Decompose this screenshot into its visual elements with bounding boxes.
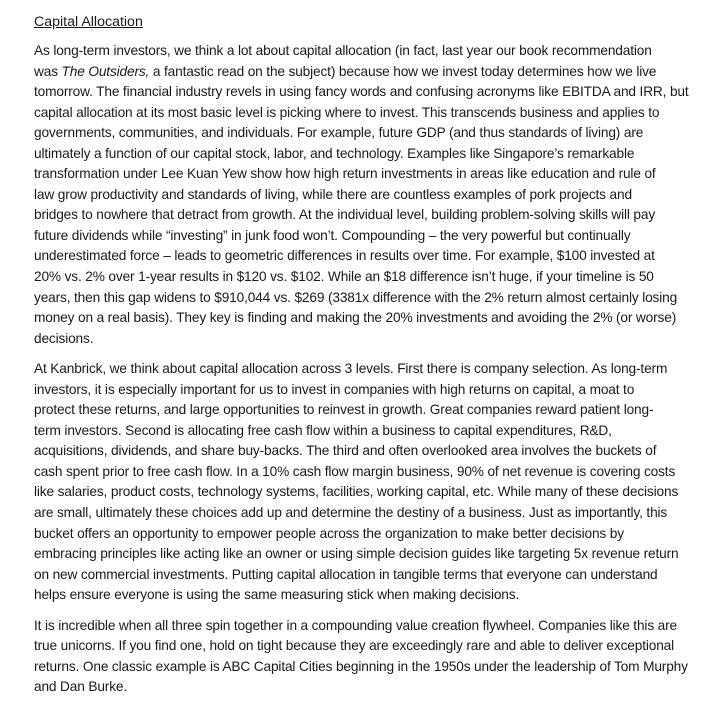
text-line [34, 62, 714, 83]
text-line: As long-term investors, we think a lot about capital allocation (in fact, last year our book recommendation [34, 43, 652, 58]
text-line: bridges to nowhere that detract from growth. At the individual level, building problem-solving skills will pay [34, 207, 656, 223]
text-line: governments, communities, and individuals. For example, future GDP (and thus standards of living) are [34, 125, 644, 141]
text-line: ultimately a function of our capital stock, labor, and technology. Examples like Singapore’s remarkable [34, 145, 635, 161]
text-line: are small, ultimately these choices add up and determine the destiny of a business. Just as importantly, this [34, 505, 668, 521]
text-line: term investors. Second is allocating free cash flow within a business to capital expenditures, R&D, [34, 422, 612, 438]
text-line: returns. One classic example is ABC Capital Cities beginning in the 1950s under the leadership of Tom Murphy [34, 658, 688, 674]
text-line: tomorrow. The financial industry revels in using fancy words and confusing acronyms like EBITDA and IRR, but [34, 84, 689, 100]
text-line: embracing principles like acting like an owner or using simple decision guides like targeting 5x revenue return [34, 546, 679, 562]
text-line: on new commercial investments. Putting capital allocation in tangible terms that everyone can understand [34, 566, 658, 582]
paragraph-3 [34, 616, 714, 698]
text-line: cash spent prior to free cash flow. In a 10% cash flow margin business, 90% of net revenue is covering costs [34, 463, 676, 479]
text-line: 20% vs. 2% over 1-year results in $120 vs. $102. While an $18 difference isn’t huge, if your timeline is 50 [34, 269, 654, 285]
text-line: future dividends while “investing” in junk food won’t. Compounding – the very powerful but continually [34, 227, 631, 243]
document-page [34, 12, 714, 708]
text-line: and Dan Burke. [34, 679, 128, 695]
text-line: money on a real basis). They key is finding and making the 20% investments and avoiding the 2% (or worse) [34, 310, 677, 326]
text-run: was [34, 63, 62, 79]
text-line: helps ensure everyone is using the same measuring stick when making decisions. [34, 587, 520, 603]
text-line: underestimated force – leads to geometric differences in results over time. For example, $100 invested at [34, 248, 655, 264]
text-line: acquisitions, dividends, and share buy-backs. The third and often overlooked area involves the buckets of [34, 443, 657, 459]
text-line: protect these returns, and large opportunities to reinvest in growth. Great companies reward patient long- [34, 402, 654, 418]
text-line: true unicorns. If you find one, hold on tight because they are exceedingly rare and able to deliver exceptional [34, 638, 675, 654]
text-line: At Kanbrick, we think about capital allocation across 3 levels. First there is company selection. As long-term [34, 361, 668, 377]
text-run: a fantastic read on the subject) because how we invest today determines how we live [149, 63, 657, 79]
book-title: The Outsiders, [61, 63, 150, 79]
section-heading: Capital Allocation [34, 14, 143, 30]
text-line: law grow productivity and standards of living, while there are countless examples of pork projects and [34, 186, 632, 202]
text-line: investors, it is especially important for us to invest in companies with high returns on capital, a moat to [34, 381, 635, 397]
text-line: like salaries, product costs, technology systems, facilities, working capital, etc. While many of these decisions [34, 484, 679, 500]
text-line: bucket offers an opportunity to empower people across the organization to make better decisions by [34, 525, 624, 541]
body-text [34, 41, 714, 698]
paragraph-2 [34, 359, 714, 606]
paragraph-1 [34, 41, 714, 349]
text-line: It is incredible when all three spin together in a compounding value creation flywheel. Companies like this are [34, 617, 677, 633]
text-line: decisions. [34, 330, 94, 346]
text-line: transformation under Lee Kuan Yew show how high return investments in areas like education and rule of [34, 166, 656, 182]
text-line: years, then this gap widens to $910,044 vs. $269 (3381x difference with the 2% return almost certainly losing [34, 289, 678, 305]
text-line: capital allocation at its most basic level is picking where to invest. This transcends business and applies to [34, 104, 660, 120]
